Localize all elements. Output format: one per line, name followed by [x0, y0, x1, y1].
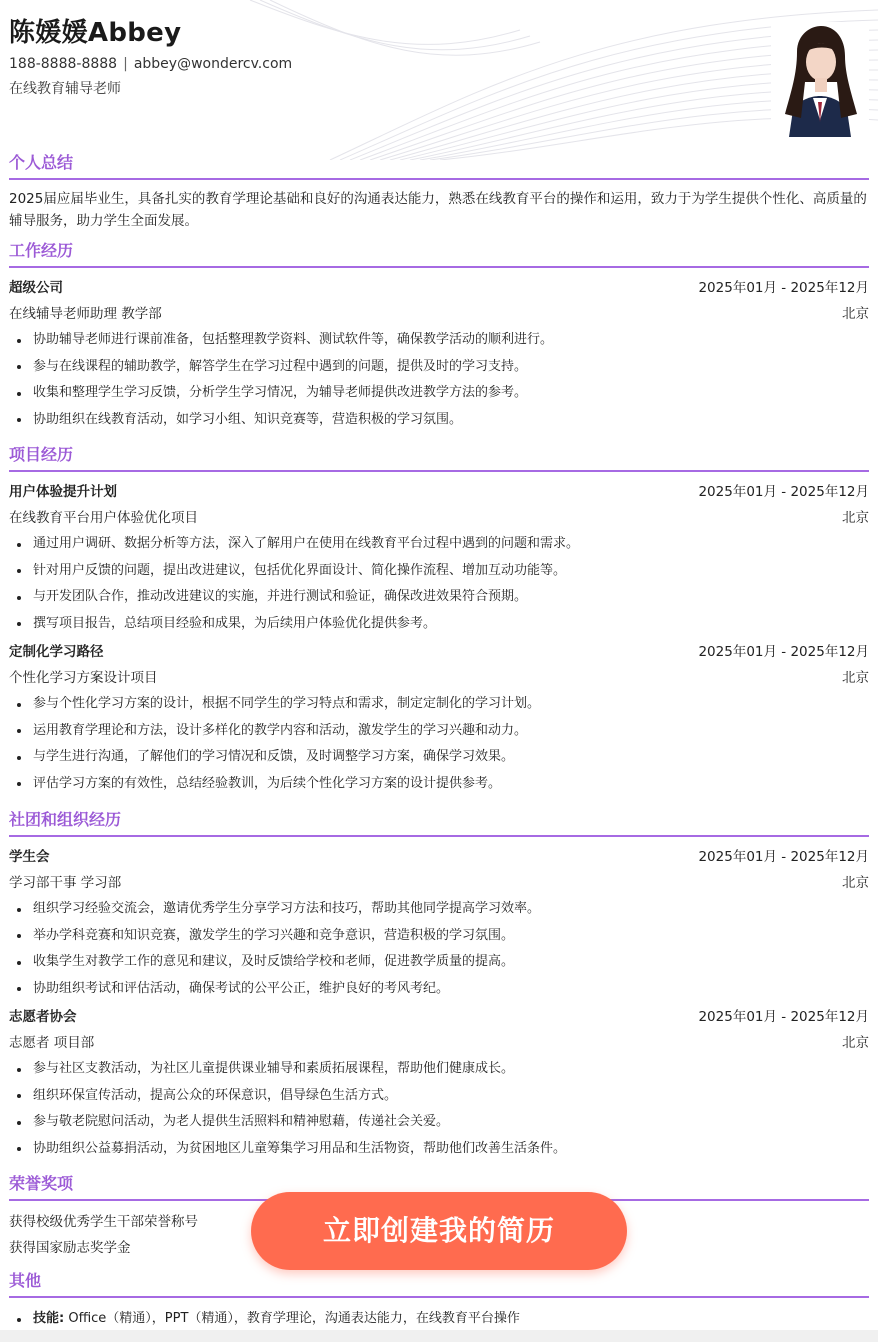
project-entry	[9, 639, 869, 797]
entry-location: 北京	[842, 875, 869, 891]
summary-text: 2025届应届毕业生，具备扎实的教育学理论基础和良好的沟通表达能力，熟悉在线教育平台的操作和运用，致力于为学生提供个性化、高质量的辅导服务，助力学生全面发展。	[9, 191, 867, 229]
bullet-item: 参与敬老院慰问活动，为老人提供生活照料和精神慰藉，传递社会关爱。	[33, 1109, 869, 1136]
bullet-item: 与学生进行沟通，了解他们的学习情况和反馈，及时调整学习方案，确保学习效果。	[33, 744, 869, 771]
entry-date: 2025年01月 - 2025年12月	[698, 280, 869, 296]
entry-date: 2025年01月 - 2025年12月	[698, 1009, 869, 1025]
honor-item: 获得国家励志奖学金	[9, 1240, 131, 1256]
entry-date: 2025年01月 - 2025年12月	[698, 484, 869, 500]
entry-location: 北京	[842, 670, 869, 686]
section-divider	[9, 835, 869, 837]
entry-org: 学生会	[9, 849, 50, 865]
clubs-heading: 社团和组织经历	[9, 810, 122, 829]
entry-org: 志愿者协会	[9, 1009, 77, 1025]
projects-heading: 项目经历	[9, 445, 74, 464]
club-entry	[9, 844, 869, 1002]
bullet-item: 收集和整理学生学习反馈，分析学生学习情况，为辅导老师提供改进教学方法的参考。	[33, 380, 869, 407]
other-heading: 其他	[9, 1271, 42, 1290]
skills-item	[33, 1306, 869, 1333]
summary-section	[9, 152, 869, 232]
section-divider	[9, 1296, 869, 1298]
bullet-item: 参与在线课程的辅助教学，解答学生在学习过程中遇到的问题，提供及时的学习支持。	[33, 354, 869, 381]
bullet-item: 协助组织在线教育活动，如学习小组、知识竞赛等，营造积极的学习氛围。	[33, 407, 869, 434]
entry-role: 学习部干事 学习部	[9, 875, 122, 891]
phone-number: 188-8888-8888	[9, 56, 118, 72]
skills-text: Office（精通），PPT（精通），教育学理论，沟通表达能力，在线教育平台操作	[68, 1311, 520, 1326]
contact-separator: |	[123, 56, 128, 72]
bullet-item: 协助辅导老师进行课前准备，包括整理教学资料、测试软件等，确保教学活动的顺利进行。	[33, 327, 869, 354]
project-entry	[9, 479, 869, 637]
entry-bullets	[9, 896, 869, 1002]
bullet-item: 协助组织公益募捐活动，为贫困地区儿童筹集学习用品和生活物资，帮助他们改善生活条件。	[33, 1136, 869, 1163]
section-divider	[9, 266, 869, 268]
email-address: abbey@wondercv.com	[133, 56, 293, 72]
entry-location: 北京	[842, 1035, 869, 1051]
section-divider	[9, 470, 869, 472]
section-divider	[9, 178, 869, 180]
work-section	[9, 240, 869, 268]
entry-org: 超级公司	[9, 280, 63, 296]
summary-heading: 个人总结	[9, 153, 74, 172]
entry-role: 个性化学习方案设计项目	[9, 670, 158, 686]
projects-section	[9, 444, 869, 472]
entry-org: 定制化学习路径	[9, 644, 104, 660]
entry-date: 2025年01月 - 2025年12月	[698, 644, 869, 660]
bullet-item: 组织环保宣传活动，提高公众的环保意识，倡导绿色生活方式。	[33, 1083, 869, 1110]
entry-org: 用户体验提升计划	[9, 484, 117, 500]
work-heading: 工作经历	[9, 241, 74, 260]
entry-bullets	[9, 327, 869, 433]
clubs-section	[9, 809, 869, 837]
entry-bullets	[9, 1056, 869, 1162]
entry-role: 在线教育平台用户体验优化项目	[9, 510, 198, 526]
honors-heading: 荣誉奖项	[9, 1174, 74, 1193]
bullet-item: 针对用户反馈的问题，提出改进建议，包括优化界面设计、简化操作流程、增加互动功能等。	[33, 558, 869, 585]
entry-bullets	[9, 531, 869, 637]
skills-label: 技能:	[33, 1311, 65, 1326]
job-intention: 在线教育辅导老师	[9, 81, 121, 97]
entry-location: 北京	[842, 510, 869, 526]
avatar	[771, 22, 869, 137]
entry-location: 北京	[842, 306, 869, 322]
entry-bullets	[9, 691, 869, 797]
bullet-item: 协助组织考试和评估活动，确保考试的公平公正，维护良好的考风考纪。	[33, 976, 869, 1003]
bullet-item: 评估学习方案的有效性，总结经验教训，为后续个性化学习方案的设计提供参考。	[33, 771, 869, 798]
entry-role: 在线辅导老师助理 教学部	[9, 306, 162, 322]
candidate-name: 陈媛媛Abbey	[9, 18, 182, 48]
entry-role: 志愿者 项目部	[9, 1035, 95, 1051]
bullet-item: 通过用户调研、数据分析等方法，深入了解用户在使用在线教育平台过程中遇到的问题和需求。	[33, 531, 869, 558]
bullet-item: 与开发团队合作，推动改进建议的实施，并进行测试和验证，确保改进效果符合预期。	[33, 584, 869, 611]
work-entry	[9, 275, 869, 433]
skills-list	[9, 1306, 869, 1333]
bullet-item: 运用教育学理论和方法，设计多样化的教学内容和活动，激发学生的学习兴趣和动力。	[33, 718, 869, 745]
bullet-item: 参与个性化学习方案的设计，根据不同学生的学习特点和需求，制定定制化的学习计划。	[33, 691, 869, 718]
honor-item: 获得校级优秀学生干部荣誉称号	[9, 1214, 198, 1230]
create-resume-button[interactable]: 立即创建我的简历	[251, 1192, 627, 1270]
bullet-item: 撰写项目报告，总结项目经验和成果，为后续用户体验优化提供参考。	[33, 611, 869, 638]
portrait-photo	[771, 22, 869, 137]
bullet-item: 参与社区支教活动，为社区儿童提供课业辅导和素质拓展课程，帮助他们健康成长。	[33, 1056, 869, 1083]
entry-date: 2025年01月 - 2025年12月	[698, 849, 869, 865]
club-entry	[9, 1004, 869, 1162]
bullet-item: 举办学科竞赛和知识竞赛，激发学生的学习兴趣和竞争意识，营造积极的学习氛围。	[33, 923, 869, 950]
other-section	[9, 1270, 869, 1298]
contact-line	[9, 56, 292, 72]
bullet-item: 收集学生对教学工作的意见和建议，及时反馈给学校和老师，促进教学质量的提高。	[33, 949, 869, 976]
skills-entry	[9, 1306, 869, 1333]
bullet-item: 组织学习经验交流会，邀请优秀学生分享学习方法和技巧，帮助其他同学提高学习效率。	[33, 896, 869, 923]
